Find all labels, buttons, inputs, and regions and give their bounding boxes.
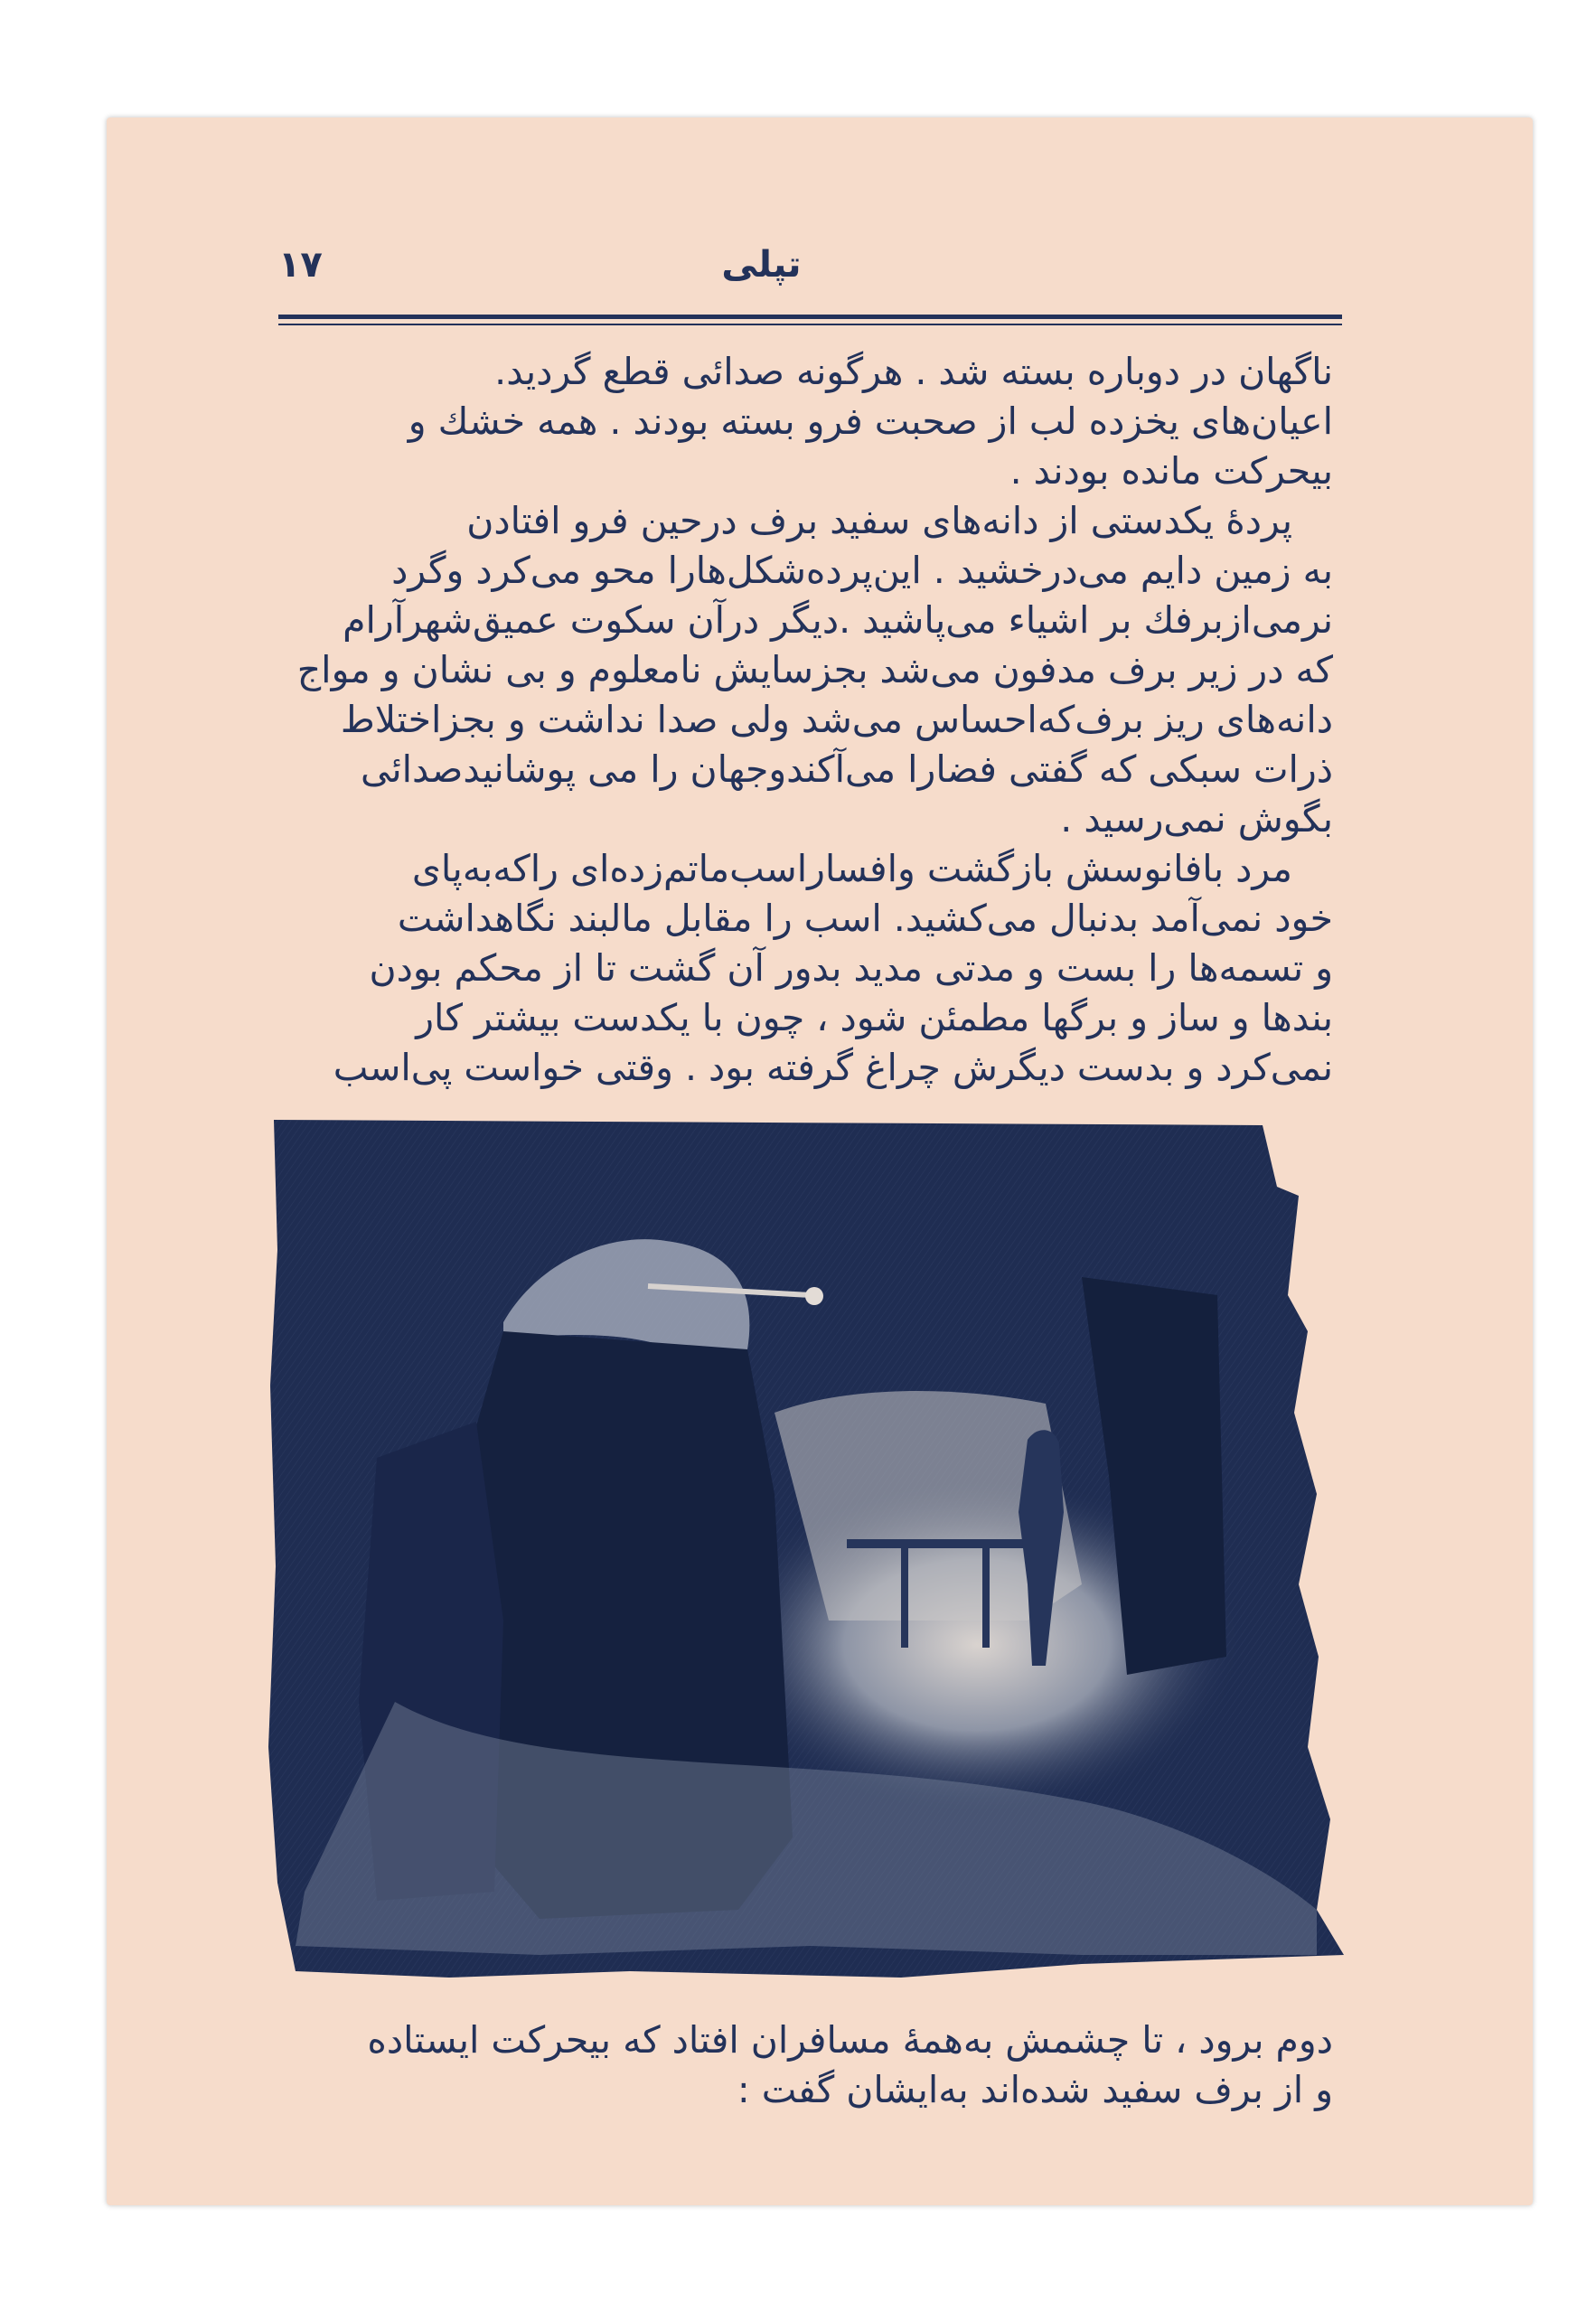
header-rule-thin	[278, 324, 1342, 325]
page-number: ۱۷	[278, 244, 323, 286]
text-line: خود نمی‌آمد بدنبال می‌کشید. اسب را مقابل مالبند نگاهداشت	[397, 897, 1333, 940]
text-line: و تسمه‌ها را بست و مدتی مدید بدور آن گشت تا از محکم بودن	[369, 946, 1333, 990]
text-line: ذرات سبکی که گفتی فضارا می‌آکندوجهان را می پوشانیدصدائی	[361, 747, 1333, 791]
continuation-text	[271, 2015, 1333, 2115]
text-line: اعیان‌های یخزده لب از صحبت فرو بسته بودند . همه خشك و	[408, 399, 1333, 443]
page-header	[181, 244, 1342, 325]
body-text	[271, 347, 1333, 1093]
text-line: و از برف سفید شده‌اند به‌ایشان گفت :	[737, 2068, 1333, 2111]
text-line: پردهٔ یکدستی از دانه‌های سفید برف درحین فرو افتادن	[466, 499, 1292, 542]
text-line: بیحرکت مانده بودند .	[1009, 449, 1333, 493]
text-line: نرمی‌ازبرفك بر اشیاء می‌پاشید .دیگر درآن سکوت عمیق‌شهرآرام	[343, 598, 1333, 642]
text-line: نمی‌کرد و بدست دیگرش چراغ گرفته بود . وقتی خواست پی‌اسب	[333, 1046, 1333, 1089]
text-line: دانه‌های ریز برف‌که‌احساس می‌شد ولی صدا نداشت و بجزاختلاط	[340, 698, 1333, 741]
text-line: ناگهان در دوباره بسته شد . هرگونه صدائی قطع گردید.	[494, 350, 1333, 393]
text-line: که در زیر برف مدفون می‌شد بجزسایش نامعلوم و بی نشان و مواج	[296, 648, 1333, 691]
engraving-illustration	[268, 1114, 1350, 1982]
text-line: مرد بافانوسش بازگشت وافساراسب‌ماتم‌زده‌ای راکه‌به‌پای	[411, 847, 1292, 890]
text-line: دوم برود ، تا چشمش به‌همهٔ مسافران افتاد که بیحرکت ایستاده	[367, 2018, 1333, 2062]
running-title: تپلی	[721, 244, 802, 286]
text-line: بندها و ساز و برگها مطمئن شود ، چون با یکدست بیشتر کار	[416, 996, 1333, 1039]
text-line: بگوش نمی‌رسید .	[1060, 797, 1333, 841]
text-line: به زمین دایم می‌درخشید . این‌پرده‌شکل‌هارا محو می‌کرد وگرد	[391, 549, 1333, 592]
header-rule	[278, 315, 1342, 319]
